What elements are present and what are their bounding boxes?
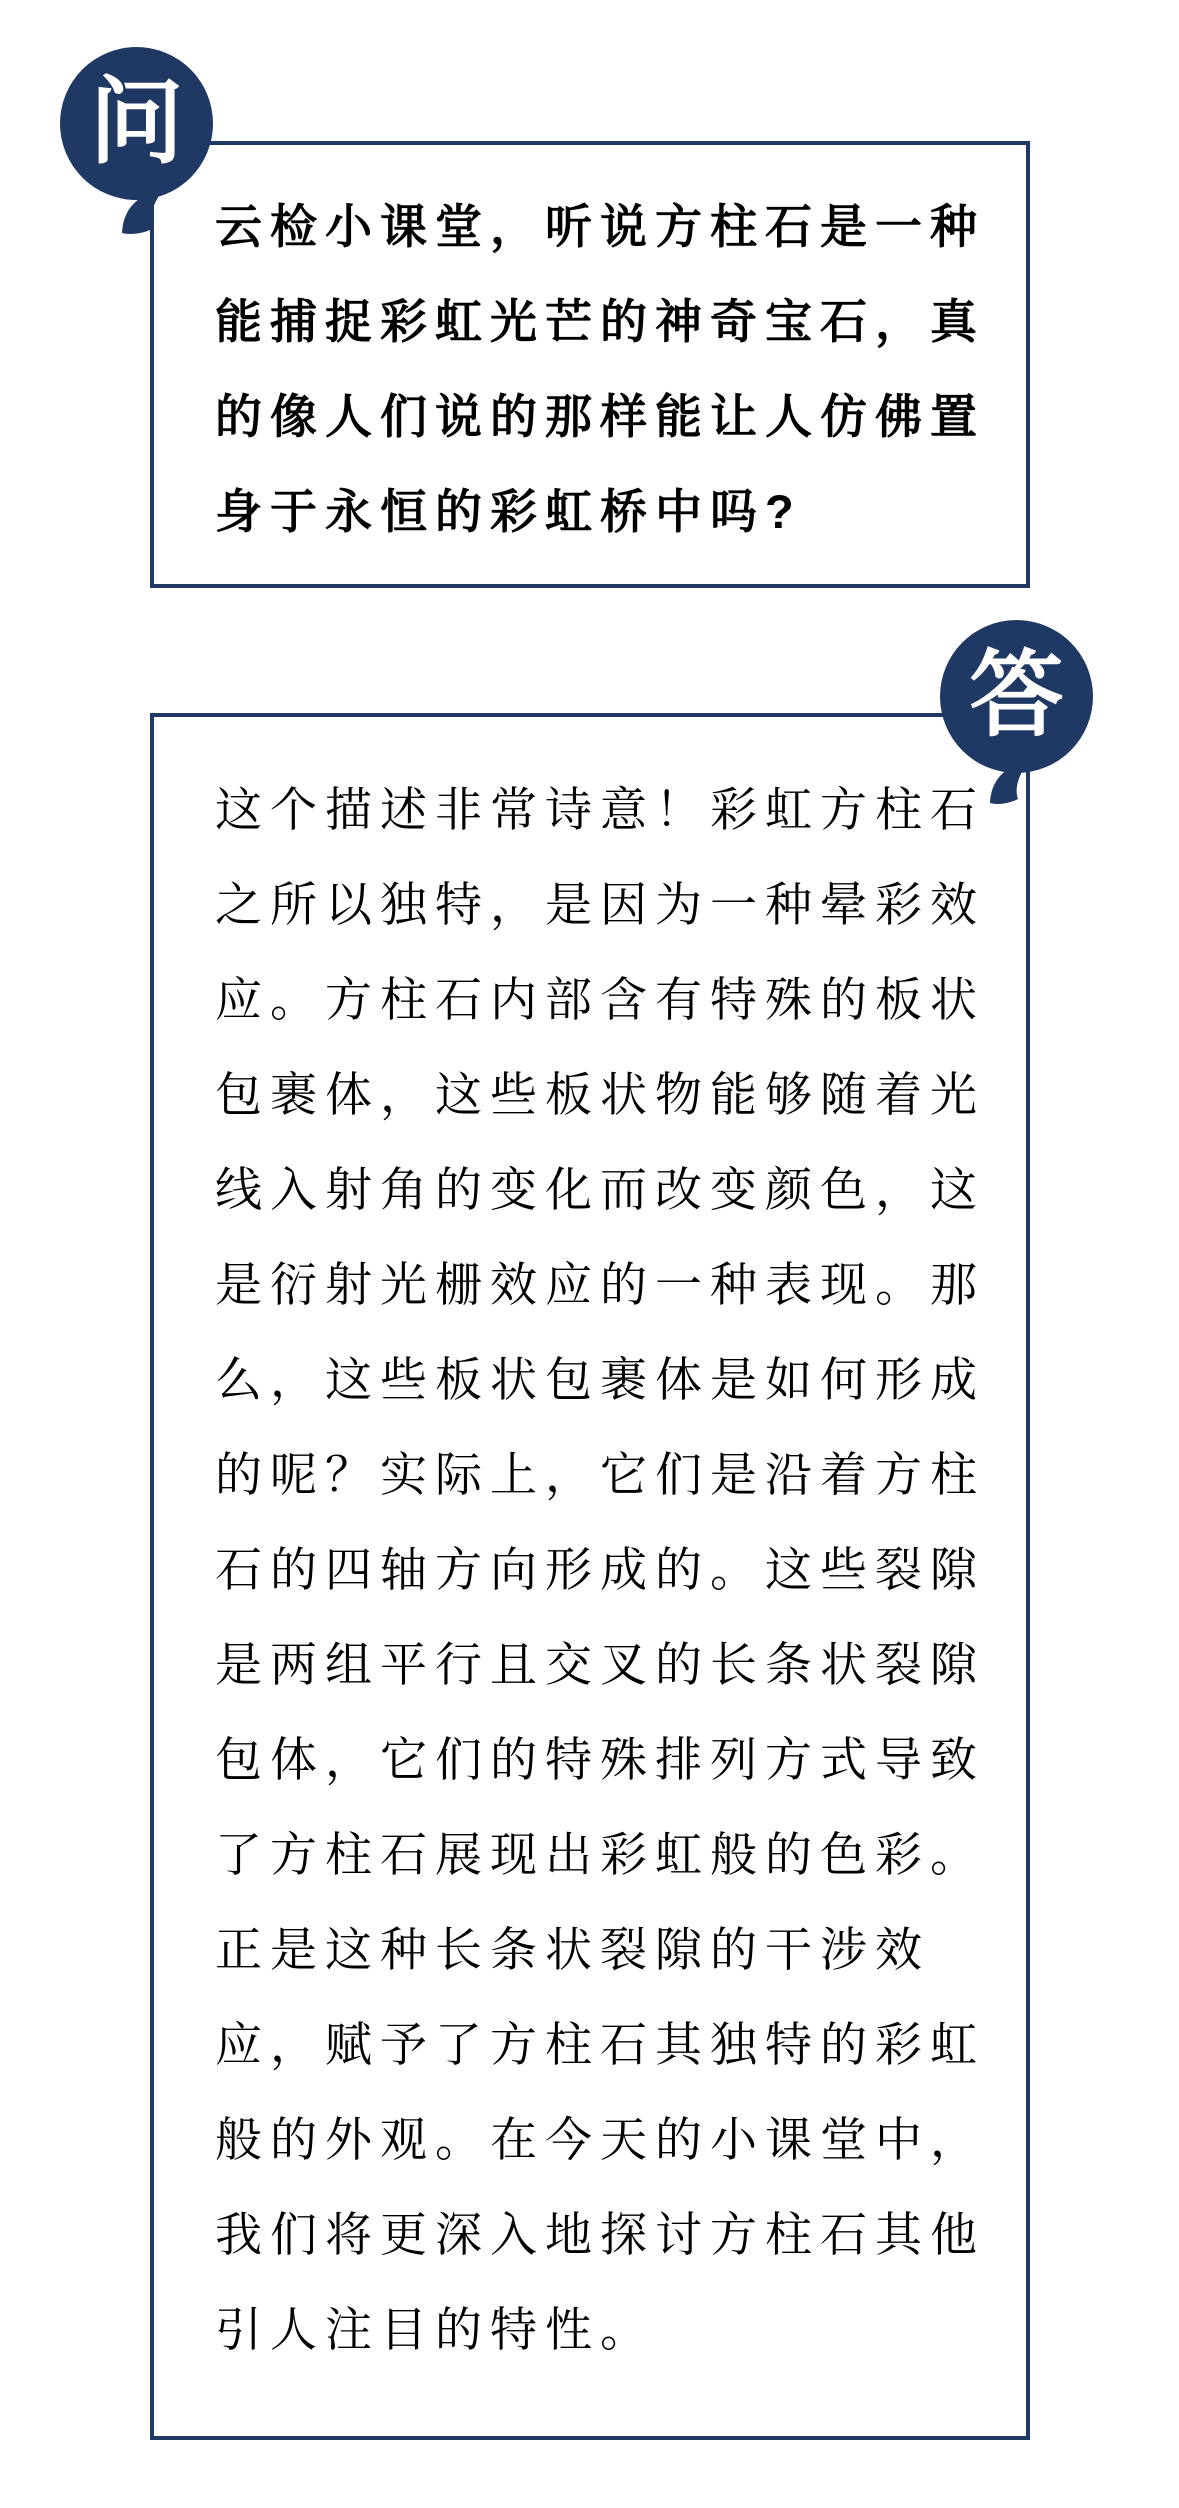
- answer-text-line: 石的四轴方向形成的。这些裂隙: [215, 1543, 985, 1596]
- answer-text-line: 应。方柱石内部含有特殊的板状: [215, 973, 985, 1026]
- question-text-line: 能捕捉彩虹光芒的神奇宝石，真: [215, 295, 985, 348]
- answer-text-line: 线入射角的变化而改变颜色，这: [215, 1163, 985, 1216]
- question-badge: [60, 47, 213, 200]
- answer-text-line: 的呢？实际上，它们是沿着方柱: [215, 1448, 985, 1501]
- answer-badge: [940, 620, 1093, 773]
- answer-text-line: 包裹体，这些板状物能够随着光: [215, 1068, 985, 1121]
- question-text-line: 身于永恒的彩虹桥中吗?: [215, 485, 802, 538]
- answer-text-line: 我们将更深入地探讨方柱石其他: [215, 2208, 985, 2261]
- answer-text-line: 是两组平行且交叉的长条状裂隙: [215, 1638, 985, 1691]
- answer-text-line: 这个描述非常诗意！彩虹方柱石: [215, 783, 985, 836]
- answer-text-line: 之所以独特，是因为一种晕彩效: [215, 878, 985, 931]
- answer-text-line: 是衍射光栅效应的一种表现。那: [215, 1258, 985, 1311]
- question-text-line: 云检小课堂，听说方柱石是一种: [215, 200, 985, 253]
- answer-box: [150, 713, 1030, 2440]
- question-box: [150, 141, 1030, 588]
- answer-badge-label: 答: [969, 641, 1064, 747]
- question-text-line: 的像人们说的那样能让人仿佛置: [215, 390, 985, 443]
- answer-text-line: 了方柱石展现出彩虹般的色彩。: [215, 1828, 985, 1881]
- answer-text-line: 正是这种长条状裂隙的干涉效: [215, 1923, 930, 1976]
- answer-text-line: 包体，它们的特殊排列方式导致: [215, 1733, 985, 1786]
- answer-text-line: 么，这些板状包裹体是如何形成: [215, 1353, 985, 1406]
- answer-text-line: 般的外观。在今天的小课堂中，: [215, 2113, 985, 2166]
- answer-text-line: 引人注目的特性。: [215, 2303, 655, 2356]
- question-badge-label: 问: [89, 68, 184, 174]
- answer-text-line: 应，赋予了方柱石其独特的彩虹: [215, 2018, 985, 2071]
